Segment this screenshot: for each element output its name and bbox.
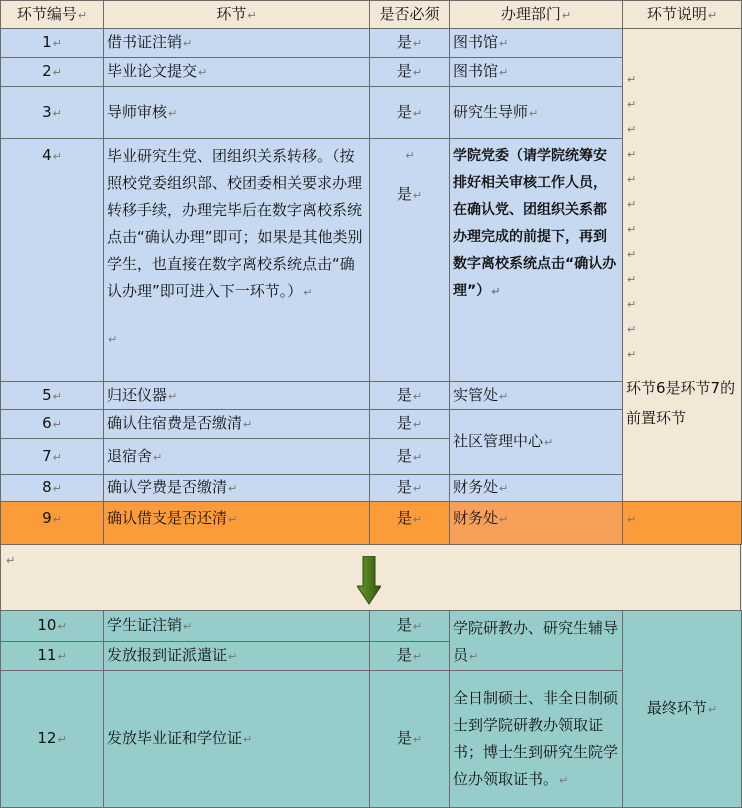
step-name: 导师审核↵ <box>104 87 370 139</box>
step-dept: 图书馆↵ <box>450 29 623 58</box>
step-dept: 学院党委（请学院统筹安排好相关审核工作人员，在确认党、团组织关系都办理完成的前提下，再到数字离校系统点击“确认办理”）↵ <box>450 139 623 382</box>
step-dept: 学院研教办、研究生辅导员↵ <box>450 611 623 671</box>
header-num: 环节编号↵ <box>1 1 104 29</box>
step-name: 发放毕业证和学位证↵ <box>104 671 370 808</box>
header-dept: 办理部门↵ <box>450 1 623 29</box>
step-name: 发放报到证派遣证↵ <box>104 641 370 670</box>
description-prerequisite: 环节6是环节7的前置环节 <box>626 379 736 427</box>
step-required: 是↵ <box>370 87 450 139</box>
step-description-final: 最终环节↵ <box>623 611 742 808</box>
step-number: 9↵ <box>1 502 104 545</box>
header-required: 是否必须 <box>370 1 450 29</box>
step-number: 3↵ <box>1 87 104 139</box>
step-required: 是↵ <box>370 382 450 410</box>
table-row <box>1 29 742 58</box>
step-required: 是↵ <box>370 611 450 642</box>
table-row-highlighted <box>1 502 742 545</box>
step-number: 7↵ <box>1 439 104 475</box>
step-name: 归还仪器↵ <box>104 382 370 410</box>
step-required: 是↵ <box>370 439 450 475</box>
step-number: 11↵ <box>1 641 104 670</box>
step-number: 6↵ <box>1 410 104 439</box>
step-name: 确认借支是否还清↵ <box>104 502 370 545</box>
step-name: 确认学费是否缴清↵ <box>104 475 370 502</box>
step-dept: 研究生导师↵ <box>450 87 623 139</box>
step-required: ↵ 是↵ <box>370 139 450 382</box>
step-required: 是↵ <box>370 502 450 545</box>
step-name: 确认住宿费是否缴清↵ <box>104 410 370 439</box>
table-row <box>1 611 742 642</box>
flow-separator: ↵ <box>0 544 741 610</box>
step-number: 1↵ <box>1 29 104 58</box>
step-required: 是↵ <box>370 410 450 439</box>
step-name: 毕业论文提交↵ <box>104 58 370 87</box>
step-description-shared: ↵ ↵ ↵ ↵ ↵ ↵ ↵ ↵ ↵ ↵ ↵ ↵ 环节6是环节7的前置环节 <box>623 29 742 502</box>
step-dept: 财务处↵ <box>450 502 623 545</box>
step-name: 退宿舍↵ <box>104 439 370 475</box>
step-dept: 财务处↵ <box>450 475 623 502</box>
step-name: 学生证注销↵ <box>104 611 370 642</box>
header-row <box>1 1 742 29</box>
step-required: 是↵ <box>370 58 450 87</box>
step-required: 是↵ <box>370 29 450 58</box>
arrow-down-icon <box>357 556 381 606</box>
step-dept: 社区管理中心↵ <box>450 410 623 475</box>
step-required: 是↵ <box>370 641 450 670</box>
step-dept: 全日制硕士、非全日制硕士到学院研教办领取证书；博士生到研究生院学位办领取证书。↵ <box>450 671 623 808</box>
step-name: 借书证注销↵ <box>104 29 370 58</box>
step-required: 是↵ <box>370 475 450 502</box>
step-number: 4↵ <box>1 139 104 382</box>
step-number: 5↵ <box>1 382 104 410</box>
step-number: 12↵ <box>1 671 104 808</box>
step-name: 毕业研究生党、团组织关系转移。（按照校党委组织部、校团委相关要求办理转移手续，办理完毕后在数字离校系统点击“确认办理”即可；如果是其他类别学生，也直接在数字离校系统点击“确认办理”即可进入下一环节。）↵ ↵ <box>104 139 370 382</box>
header-desc: 环节说明↵ <box>623 1 742 29</box>
step-number: 2↵ <box>1 58 104 87</box>
step-dept: 图书馆↵ <box>450 58 623 87</box>
steps-table-lower <box>0 610 742 808</box>
header-step: 环节↵ <box>104 1 370 29</box>
step-dept: 实管处↵ <box>450 382 623 410</box>
step-number: 10↵ <box>1 611 104 642</box>
step-required: 是↵ <box>370 671 450 808</box>
step-number: 8↵ <box>1 475 104 502</box>
step-description: ↵ <box>623 502 742 545</box>
